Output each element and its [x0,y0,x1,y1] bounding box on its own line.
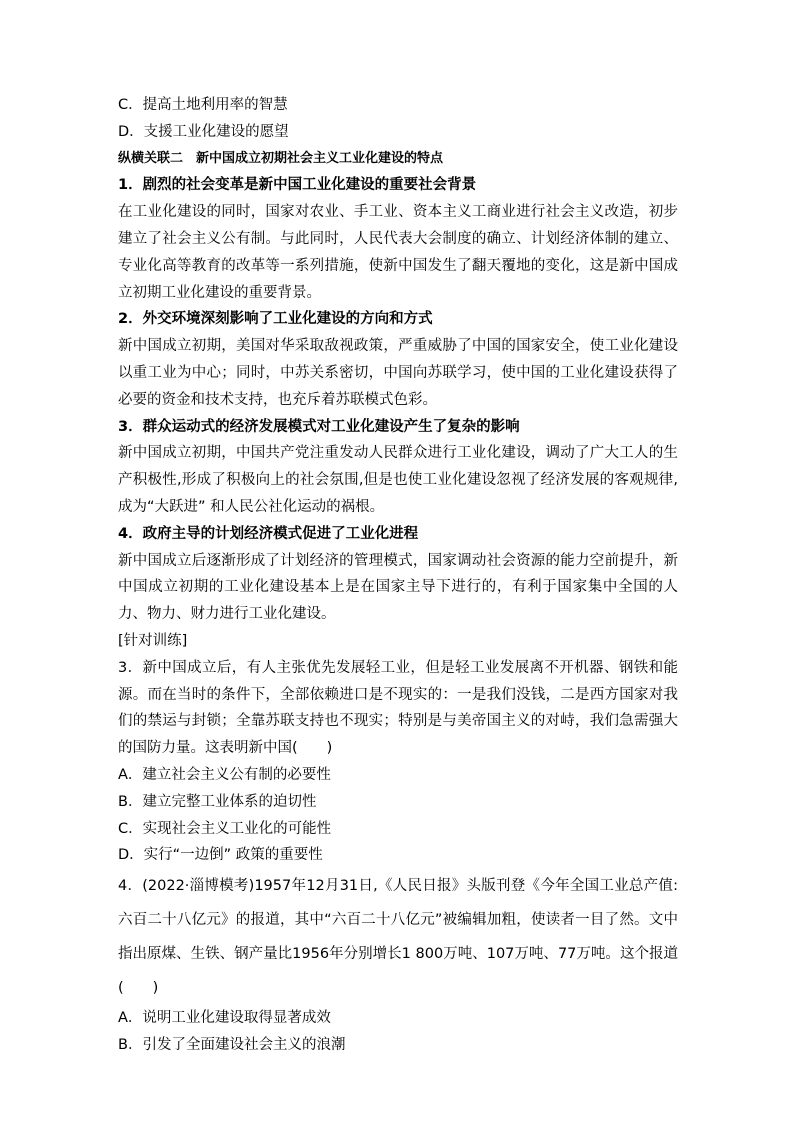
document-page [118,92,678,1059]
training-label: [针对训练] [118,632,188,649]
question-3-option-a: A．建立社会主义公有制的必要性 [118,766,331,783]
q2-option-d: D．支援工业化建设的愿望 [118,123,289,140]
point-2-body: 新中国成立初期，美国对华采取敌视政策，严重威胁了中国的国家安全，使工业化建设以重工业为中心；同时，中苏关系密切，中国向苏联学习，使中国的工业化建设获得了必要的资金和技术支持，也充斥着苏联模式色彩。 [118,338,678,408]
point-4-body: 新中国成立后逐渐形成了计划经济的管理模式，国家调动社会资源的能力空前提升，新中国成立初期的工业化建设基本上是在国家主导下进行的，有利于国家集中全国的人力、物力、财力进行工业化建设。 [118,552,678,623]
question-3-option-c: C．实现社会主义工业化的可能性 [118,820,332,837]
point-3-heading: 3．群众运动式的经济发展模式对工业化建设产生了复杂的影响 [118,418,520,435]
point-4-heading: 4．政府主导的计划经济模式促进了工业化进程 [118,525,419,542]
question-3-option-b: B．建立完整工业体系的迫切性 [118,793,317,810]
point-2-heading: 2．外交环境深刻影响了工业化建设的方向和方式 [118,311,433,328]
question-4-stem: 4．(2022·淄博模考)1957年12月31日,《人民日报》头版刊登《今年全国工业总产值: 六百二十八亿元》的报道，其中“六百二十八亿元”被编辑加粗，使读者一目了然。文中指出原煤、生铁、钢产量比1956年分别增长1 800万吨、107万吨、77万吨。这个报道( ) [118,878,678,997]
question-4-option-a: A．说明工业化建设取得显著成效 [118,1010,331,1027]
point-1-heading: 1．剧烈的社会变革是新中国工业化建设的重要社会背景 [118,177,477,194]
q2-option-c: C．提高土地利用率的智慧 [118,97,288,113]
point-3-body: 新中国成立初期，中国共产党注重发动人民群众进行工业化建设，调动了广大工人的生产积极性,形成了积极向上的社会氛围,但是也使工业化建设忽视了经济发展的客观规律,成为“大跃进” 和人民公社化运动的祸根。 [118,445,678,515]
question-4-option-b: B．引发了全面建设社会主义的浪潮 [118,1036,346,1053]
point-1-body: 在工业化建设的同时，国家对农业、手工业、资本主义工商业进行社会主义改造，初步建立了社会主义公有制。与此同时，人民代表大会制度的确立、计划经济体制的建立、专业化高等教育的改革等一系列措施，使新中国发生了翻天覆地的变化，这是新中国成立初期工业化建设的重要背景。 [118,204,678,301]
section-title: 纵横关联二 新中国成立初期社会主义工业化建设的特点 [118,150,444,166]
question-3-option-d: D．实行“一边倒” 政策的重要性 [118,847,323,864]
question-3-stem: 3．新中国成立后，有人主张优先发展轻工业，但是轻工业发展离不开机器、钢铁和能源。而在当时的条件下，全部依赖进口是不现实的：一是我们没钱，二是西方国家对我们的禁运与封锁；全靠苏联支持也不现实；特别是与美帝国主义的对峙，我们急需强大的国防力量。这表明新中国( ) [118,659,678,757]
